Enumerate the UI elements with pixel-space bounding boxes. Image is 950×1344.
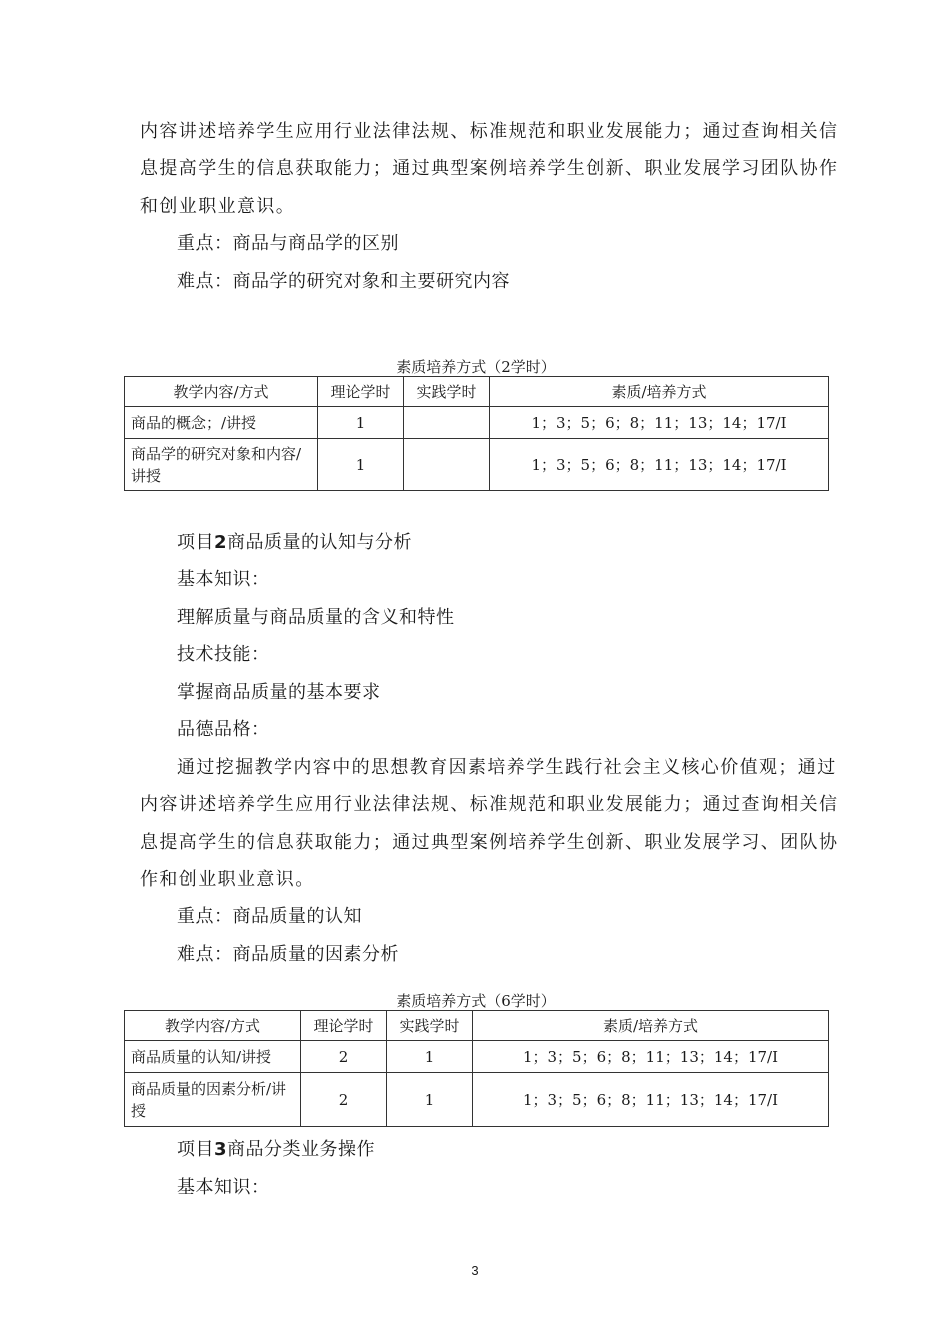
table-row (125, 1073, 829, 1127)
table-cell-theory: 2 (301, 1073, 387, 1127)
table2-header-content: 教学内容/方式 (125, 1011, 301, 1041)
project2-basic-text: 理解质量与商品质量的含义和特性 (177, 607, 455, 628)
table2-caption: 素质培养方式（6学时） (396, 992, 556, 1010)
table-cell-method: 1；3；5；6；8；11；13；14；17/I (490, 407, 829, 439)
project2-moral-line-2: 内容讲述培养学生应用行业法律法规、标准规范和职业发展能力；通过查询相关信 (140, 794, 839, 815)
table-cell-theory: 1 (318, 439, 404, 491)
table-cell-content: 商品的概念；/讲授 (125, 407, 318, 439)
table-cell-theory: 2 (301, 1041, 387, 1073)
table-cell-practice: 1 (387, 1041, 473, 1073)
table-cell-practice (404, 407, 490, 439)
table1-header-practice: 实践学时 (404, 377, 490, 407)
project2-moral-label: 品德品格： (177, 719, 270, 740)
table-cell-content: 商品质量的因素分析/讲授 (125, 1073, 301, 1127)
project2-key-point: 重点：商品质量的认知 (177, 906, 362, 927)
project3-basic-label: 基本知识： (177, 1177, 270, 1198)
table-row (125, 1041, 829, 1073)
table2 (124, 1010, 829, 1127)
table2-header-method: 素质/培养方式 (473, 1011, 829, 1041)
table1 (124, 376, 829, 491)
table-row (125, 439, 829, 491)
project2-moral-line-3: 息提高学生的信息获取能力；通过典型案例培养学生创新、职业发展学习、团队协 (140, 832, 839, 853)
intro-key-point: 重点：商品与商品学的区别 (177, 233, 399, 254)
table-cell-content: 商品质量的认知/讲授 (125, 1041, 301, 1073)
intro-line-3: 和创业职业意识。 (140, 196, 296, 217)
table1-header-theory: 理论学时 (318, 377, 404, 407)
project2-basic-label: 基本知识： (177, 569, 270, 590)
table1-caption: 素质培养方式（2学时） (396, 358, 556, 376)
project2-skill-text: 掌握商品质量的基本要求 (177, 682, 381, 703)
intro-difficulty: 难点：商品学的研究对象和主要研究内容 (177, 271, 510, 292)
table-cell-content: 商品学的研究对象和内容/讲授 (125, 439, 318, 491)
intro-line-2: 息提高学生的信息获取能力；通过典型案例培养学生创新、职业发展学习团队协作 (140, 158, 839, 179)
table1-header-content: 教学内容/方式 (125, 377, 318, 407)
table-cell-practice: 1 (387, 1073, 473, 1127)
table-cell-theory: 1 (318, 407, 404, 439)
table-cell-method: 1；3；5；6；8；11；13；14；17/I (473, 1073, 829, 1127)
table1-header-row (125, 377, 829, 407)
project3-title: 项目3商品分类业务操作 (177, 1139, 376, 1160)
table1-header-method: 素质/培养方式 (490, 377, 829, 407)
page-number: 3 (471, 1263, 479, 1278)
table2-header-row (125, 1011, 829, 1041)
project2-difficulty: 难点：商品质量的因素分析 (177, 944, 399, 965)
project2-moral-line-1: 通过挖掘教学内容中的思想教育因素培养学生践行社会主义核心价值观；通过 (177, 757, 837, 778)
intro-line-1: 内容讲述培养学生应用行业法律法规、标准规范和职业发展能力；通过查询相关信 (140, 121, 839, 142)
table-cell-method: 1；3；5；6；8；11；13；14；17/I (473, 1041, 829, 1073)
table2-header-practice: 实践学时 (387, 1011, 473, 1041)
project2-title: 项目2商品质量的认知与分析 (177, 532, 413, 553)
table-cell-method: 1；3；5；6；8；11；13；14；17/I (490, 439, 829, 491)
table-cell-practice (404, 439, 490, 491)
project2-skill-label: 技术技能： (177, 644, 270, 665)
table2-header-theory: 理论学时 (301, 1011, 387, 1041)
project2-moral-line-4: 作和创业职业意识。 (140, 869, 315, 890)
table-row (125, 407, 829, 439)
